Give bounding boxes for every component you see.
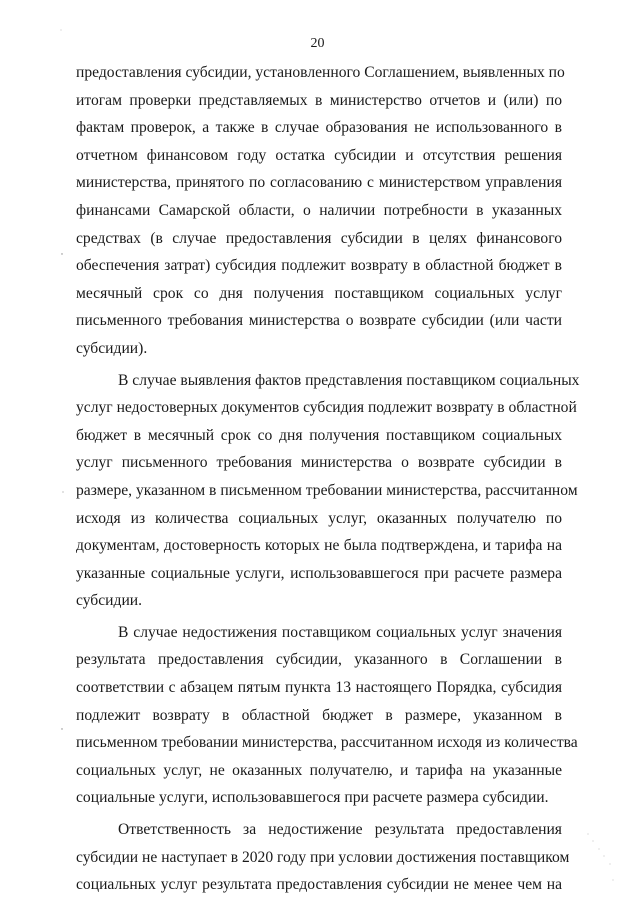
text-line: исходя из количества социальных услуг, оказанных получателю по [76,509,562,527]
text-line: обеспечения затрат) субсидия подлежит возврату в областной бюджет в [76,257,562,275]
text-line: субсидии не наступает в 2020 году при условии достижения поставщиком [76,848,570,866]
text-line: министерства, принятого по согласованию с министерством управления [76,174,562,192]
text-line: В случае выявления фактов представления поставщиком социальных [118,371,580,389]
paragraph [76,59,565,363]
paragraph [76,816,570,899]
text-line: отчетном финансовом году остатка субсидии и отсутствия решения [76,146,562,164]
text-line: соответствии с абзацем пятым пункта 13 настоящего Порядка, субсидия [76,679,562,697]
text-line: размере, указанном в письменном требовании министерства, рассчитанном [76,481,578,499]
text-line: бюджет в месячный срок со дня получения поставщиком социальных [76,426,562,444]
text-line: письменном требовании министерства, рассчитанном исходя из количества [76,734,578,752]
text-line: Ответственность за недостижение результата предоставления [118,821,562,839]
text-line: социальных услуг, не оказанных получателю, и тарифа на указанные [76,761,562,779]
text-line: подлежит возврату в областной бюджет в размере, указанном в [76,706,562,724]
text-line: документам, достоверность которых не была подтверждена, и тарифа на [76,537,562,555]
text-line: услуг недостоверных документов субсидия подлежит возврату в областной [76,399,577,417]
text-line: итогам проверки представляемых в министерство отчетов и (или) по [76,91,562,109]
text-line: финансами Самарской области, о наличии потребности в указанных [76,201,562,219]
text-line: субсидии. [76,592,143,610]
text-line: фактам проверок, а также в случае образования не использованного в [76,119,562,137]
text-line: услуг письменного требования министерства о возврате субсидии в [76,454,562,472]
paragraph [76,367,580,615]
text-line: письменного требования министерства о возврате субсидии (или части [76,312,562,330]
text-line: субсидии). [76,339,148,357]
text-line: В случае недостижения поставщиком социальных услуг значения [118,623,562,641]
text-line: социальных услуг результата предоставления субсидии не менее чем на [76,876,562,894]
text-line: указанные социальные услуги, использовавшегося при расчете размера [76,564,562,582]
text-line: средствах (в случае предоставления субсидии в целях финансового [76,229,562,247]
text-line: результата предоставления субсидии, указанного в Соглашении в [76,651,562,669]
text-line: социальные услуги, использовавшегося при расчете размера субсидии. [76,789,549,807]
document-body [76,59,580,899]
text-line: предоставления субсидии, установленного Соглашением, выявленных по [76,64,565,81]
text-line: месячный срок со дня получения поставщиком социальных услуг [76,284,562,302]
paragraph [76,619,578,812]
page-number: 20 [310,36,325,51]
